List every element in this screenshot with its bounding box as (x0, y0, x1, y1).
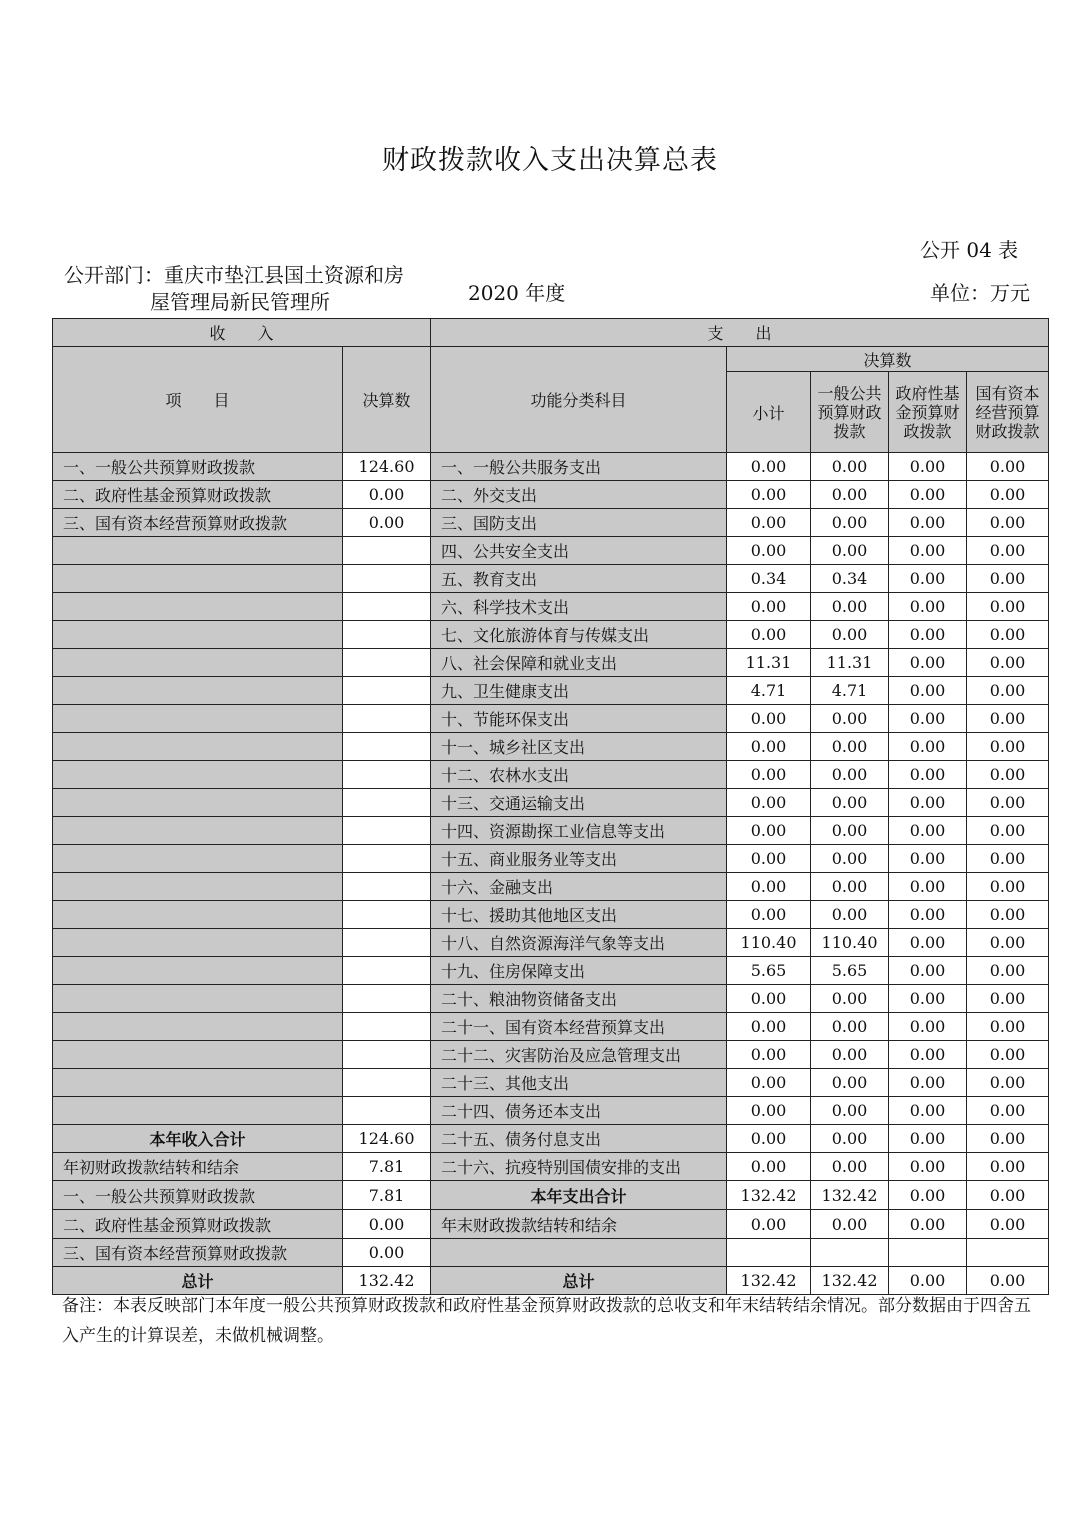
cell-inc (53, 985, 343, 1013)
cell-c: 0.00 (889, 593, 967, 621)
final-amount-header: 决算数 (343, 347, 431, 453)
cell-a: 0.00 (727, 593, 811, 621)
cell-b: 0.00 (811, 1013, 889, 1041)
table-row (53, 621, 1049, 649)
cell-exp: 九、卫生健康支出 (431, 677, 727, 705)
table-row (53, 985, 1049, 1013)
cell-a: 132.42 (727, 1267, 811, 1295)
cell-c: 0.00 (889, 565, 967, 593)
cell-a: 0.00 (727, 1041, 811, 1069)
cell-d: 0.00 (967, 845, 1049, 873)
cell-c: 0.00 (889, 677, 967, 705)
cell-inc (53, 537, 343, 565)
table-row (53, 537, 1049, 565)
cell-inc_v (343, 537, 431, 565)
cell-inc_v: 7.81 (343, 1181, 431, 1210)
cell-exp: 二、外交支出 (431, 481, 727, 509)
cell-inc_v (343, 621, 431, 649)
cell-d: 0.00 (967, 985, 1049, 1013)
cell-d: 0.00 (967, 929, 1049, 957)
cell-inc: 三、国有资本经营预算财政拨款 (53, 509, 343, 537)
cell-b: 0.34 (811, 565, 889, 593)
cell-exp: 年末财政拨款结转和结余 (431, 1210, 727, 1239)
cell-c: 0.00 (889, 649, 967, 677)
footnote: 备注：本表反映部门本年度一般公共预算财政拨款和政府性基金预算财政拨款的总收支和年末结转结余情况。部分数据由于四舍五入产生的计算误差，未做机械调整。 (62, 1296, 1031, 1346)
cell-c: 0.00 (889, 733, 967, 761)
cell-exp: 十七、援助其他地区支出 (431, 901, 727, 929)
cell-c: 0.00 (889, 1097, 967, 1125)
cell-a: 0.00 (727, 761, 811, 789)
cell-exp: 二十、粮油物资储备支出 (431, 985, 727, 1013)
table-row (53, 593, 1049, 621)
cell-inc: 三、国有资本经营预算财政拨款 (53, 1239, 343, 1267)
cell-b: 0.00 (811, 1125, 889, 1153)
cell-inc (53, 565, 343, 593)
cell-exp: 四、公共安全支出 (431, 537, 727, 565)
department-line-2: 屋管理局新民管理所 (150, 290, 330, 314)
cell-inc_v: 124.60 (343, 453, 431, 481)
cell-c: 0.00 (889, 621, 967, 649)
cell-a: 0.00 (727, 985, 811, 1013)
cell-inc (53, 929, 343, 957)
table-row (53, 565, 1049, 593)
cell-c: 0.00 (889, 1013, 967, 1041)
department (64, 262, 444, 316)
cell-inc (53, 1097, 343, 1125)
table-row (53, 1181, 1049, 1210)
cell-b: 0.00 (811, 593, 889, 621)
table-row (53, 817, 1049, 845)
cell-d: 0.00 (967, 1210, 1049, 1239)
cell-inc (53, 677, 343, 705)
cell-b: 0.00 (811, 789, 889, 817)
cell-b: 0.00 (811, 1041, 889, 1069)
cell-inc_v (343, 985, 431, 1013)
cell-inc: 一、一般公共预算财政拨款 (53, 453, 343, 481)
cell-inc_v: 0.00 (343, 1239, 431, 1267)
cell-a: 0.00 (727, 481, 811, 509)
cell-inc (53, 733, 343, 761)
cell-exp: 十二、农林水支出 (431, 761, 727, 789)
cell-d: 0.00 (967, 565, 1049, 593)
cell-d: 0.00 (967, 537, 1049, 565)
cell-a: 0.00 (727, 873, 811, 901)
cell-b: 0.00 (811, 985, 889, 1013)
cell-inc (53, 789, 343, 817)
cell-a: 0.00 (727, 733, 811, 761)
cell-c: 0.00 (889, 817, 967, 845)
cell-inc_v: 132.42 (343, 1267, 431, 1295)
cell-c: 0.00 (889, 901, 967, 929)
cell-d: 0.00 (967, 705, 1049, 733)
cell-b: 0.00 (811, 705, 889, 733)
cell-inc_v (343, 733, 431, 761)
general-budget-header: 一般公共预算财政拨款 (811, 372, 889, 453)
cell-a: 0.00 (727, 1210, 811, 1239)
cell-a: 11.31 (727, 649, 811, 677)
cell-exp: 一、一般公共服务支出 (431, 453, 727, 481)
cell-a: 132.42 (727, 1181, 811, 1210)
cell-exp: 总计 (431, 1267, 727, 1295)
cell-d: 0.00 (967, 1153, 1049, 1181)
item-header: 项 目 (53, 347, 343, 453)
cell-a: 0.34 (727, 565, 811, 593)
cell-a: 0.00 (727, 1097, 811, 1125)
cell-b: 0.00 (811, 901, 889, 929)
cell-a: 0.00 (727, 789, 811, 817)
cell-c: 0.00 (889, 789, 967, 817)
cell-inc (53, 1013, 343, 1041)
table-row (53, 1013, 1049, 1041)
cell-inc_v: 0.00 (343, 481, 431, 509)
cell-c: 0.00 (889, 1181, 967, 1210)
cell-d: 0.00 (967, 649, 1049, 677)
cell-d: 0.00 (967, 453, 1049, 481)
cell-inc (53, 593, 343, 621)
cell-d: 0.00 (967, 733, 1049, 761)
table-row (53, 453, 1049, 481)
income-header: 收 入 (53, 319, 431, 347)
cell-inc: 年初财政拨款结转和结余 (53, 1153, 343, 1181)
cell-a: 0.00 (727, 705, 811, 733)
cell-exp (431, 1239, 727, 1267)
cell-c: 0.00 (889, 537, 967, 565)
cell-b: 132.42 (811, 1267, 889, 1295)
cell-c: 0.00 (889, 1041, 967, 1069)
cell-inc (53, 649, 343, 677)
cell-d: 0.00 (967, 1125, 1049, 1153)
cell-a: 0.00 (727, 1013, 811, 1041)
cell-inc (53, 1069, 343, 1097)
cell-a: 0.00 (727, 453, 811, 481)
final-group-header: 决算数 (727, 347, 1049, 372)
cell-b: 0.00 (811, 873, 889, 901)
cell-inc_v (343, 845, 431, 873)
gov-fund-header: 政府性基金预算财政拨款 (889, 372, 967, 453)
cell-d: 0.00 (967, 873, 1049, 901)
cell-inc: 一、一般公共预算财政拨款 (53, 1181, 343, 1210)
cell-c: 0.00 (889, 929, 967, 957)
cell-inc_v (343, 705, 431, 733)
cell-inc_v (343, 677, 431, 705)
department-line-1: 公开部门：重庆市垫江县国土资源和房 (64, 263, 404, 287)
finance-table (52, 318, 1049, 1295)
cell-inc_v (343, 1069, 431, 1097)
cell-exp: 本年支出合计 (431, 1181, 727, 1210)
cell-a: 0.00 (727, 509, 811, 537)
table-row (53, 1153, 1049, 1181)
cell-a: 0.00 (727, 621, 811, 649)
cell-inc (53, 817, 343, 845)
cell-a: 0.00 (727, 537, 811, 565)
cell-a: 5.65 (727, 957, 811, 985)
cell-inc_v: 0.00 (343, 1210, 431, 1239)
cell-inc (53, 621, 343, 649)
cell-inc_v (343, 649, 431, 677)
cell-inc_v: 124.60 (343, 1125, 431, 1153)
table-row (53, 705, 1049, 733)
table-row (53, 761, 1049, 789)
cell-exp: 二十六、抗疫特别国债安排的支出 (431, 1153, 727, 1181)
cell-c: 0.00 (889, 1267, 967, 1295)
expense-header: 支 出 (431, 319, 1049, 347)
cell-exp: 十五、商业服务业等支出 (431, 845, 727, 873)
table-row (53, 845, 1049, 873)
cell-a: 0.00 (727, 1125, 811, 1153)
cell-c: 0.00 (889, 705, 967, 733)
cell-a: 110.40 (727, 929, 811, 957)
cell-c: 0.00 (889, 957, 967, 985)
cell-b: 4.71 (811, 677, 889, 705)
cell-exp: 十、节能环保支出 (431, 705, 727, 733)
cell-d: 0.00 (967, 789, 1049, 817)
cell-inc_v (343, 929, 431, 957)
cell-d (967, 1239, 1049, 1267)
cell-d: 0.00 (967, 761, 1049, 789)
cell-c: 0.00 (889, 761, 967, 789)
cell-b: 5.65 (811, 957, 889, 985)
state-capital-header: 国有资本经营预算财政拨款 (967, 372, 1049, 453)
cell-inc_v (343, 957, 431, 985)
table-row (53, 929, 1049, 957)
cell-inc_v (343, 761, 431, 789)
table-row (53, 789, 1049, 817)
cell-b: 0.00 (811, 537, 889, 565)
cell-c: 0.00 (889, 985, 967, 1013)
cell-b: 0.00 (811, 1153, 889, 1181)
cell-d: 0.00 (967, 1013, 1049, 1041)
cell-exp: 十八、自然资源海洋气象等支出 (431, 929, 727, 957)
cell-c: 0.00 (889, 845, 967, 873)
cell-c: 0.00 (889, 481, 967, 509)
cell-d: 0.00 (967, 509, 1049, 537)
cell-b: 110.40 (811, 929, 889, 957)
cell-c: 0.00 (889, 1069, 967, 1097)
cell-c: 0.00 (889, 873, 967, 901)
cell-exp: 二十三、其他支出 (431, 1069, 727, 1097)
cell-inc (53, 845, 343, 873)
cell-inc_v (343, 1013, 431, 1041)
table-row (53, 1097, 1049, 1125)
cell-inc_v (343, 1041, 431, 1069)
cell-c (889, 1239, 967, 1267)
cell-b: 0.00 (811, 1210, 889, 1239)
unit-label: 单位：万元 (930, 281, 1030, 305)
cell-a: 0.00 (727, 901, 811, 929)
cell-c: 0.00 (889, 1125, 967, 1153)
cell-inc_v (343, 789, 431, 817)
cell-d: 0.00 (967, 957, 1049, 985)
function-subject-header: 功能分类科目 (431, 347, 727, 453)
cell-inc_v: 0.00 (343, 509, 431, 537)
cell-a: 0.00 (727, 817, 811, 845)
cell-exp: 二十四、债务还本支出 (431, 1097, 727, 1125)
cell-exp: 七、文化旅游体育与传媒支出 (431, 621, 727, 649)
cell-inc_v (343, 1097, 431, 1125)
table-row (53, 1125, 1049, 1153)
table-row (53, 733, 1049, 761)
cell-inc (53, 705, 343, 733)
cell-d: 0.00 (967, 817, 1049, 845)
page-title: 财政拨款收入支出决算总表 (382, 145, 718, 176)
cell-d: 0.00 (967, 1097, 1049, 1125)
cell-inc_v (343, 817, 431, 845)
cell-exp: 十三、交通运输支出 (431, 789, 727, 817)
table-row (53, 649, 1049, 677)
cell-b: 0.00 (811, 761, 889, 789)
cell-exp: 五、教育支出 (431, 565, 727, 593)
cell-c: 0.00 (889, 1210, 967, 1239)
table-row (53, 1069, 1049, 1097)
cell-d: 0.00 (967, 1267, 1049, 1295)
cell-d: 0.00 (967, 1041, 1049, 1069)
table-row (53, 1210, 1049, 1239)
cell-d: 0.00 (967, 593, 1049, 621)
cell-inc_v (343, 593, 431, 621)
cell-inc_v (343, 901, 431, 929)
cell-b: 0.00 (811, 621, 889, 649)
cell-b: 0.00 (811, 509, 889, 537)
cell-inc: 二、政府性基金预算财政拨款 (53, 1210, 343, 1239)
cell-c: 0.00 (889, 453, 967, 481)
cell-inc (53, 957, 343, 985)
cell-exp: 二十二、灾害防治及应急管理支出 (431, 1041, 727, 1069)
table-row (53, 677, 1049, 705)
cell-b: 0.00 (811, 1069, 889, 1097)
cell-exp: 十九、住房保障支出 (431, 957, 727, 985)
cell-inc_v: 7.81 (343, 1153, 431, 1181)
cell-c: 0.00 (889, 509, 967, 537)
cell-b: 0.00 (811, 1097, 889, 1125)
table-row (53, 481, 1049, 509)
cell-exp: 六、科学技术支出 (431, 593, 727, 621)
cell-b: 0.00 (811, 481, 889, 509)
cell-d: 0.00 (967, 621, 1049, 649)
cell-exp: 二十五、债务付息支出 (431, 1125, 727, 1153)
cell-inc (53, 761, 343, 789)
cell-b: 0.00 (811, 817, 889, 845)
cell-inc: 二、政府性基金预算财政拨款 (53, 481, 343, 509)
cell-exp: 十六、金融支出 (431, 873, 727, 901)
cell-b (811, 1239, 889, 1267)
cell-d: 0.00 (967, 481, 1049, 509)
cell-inc (53, 873, 343, 901)
cell-exp: 二十一、国有资本经营预算支出 (431, 1013, 727, 1041)
table-row (53, 873, 1049, 901)
cell-exp: 八、社会保障和就业支出 (431, 649, 727, 677)
cell-inc (53, 1041, 343, 1069)
cell-inc_v (343, 873, 431, 901)
cell-exp: 三、国防支出 (431, 509, 727, 537)
cell-a: 0.00 (727, 1153, 811, 1181)
cell-a (727, 1239, 811, 1267)
cell-inc: 总计 (53, 1267, 343, 1295)
cell-b: 11.31 (811, 649, 889, 677)
cell-a: 4.71 (727, 677, 811, 705)
table-row (53, 1041, 1049, 1069)
cell-d: 0.00 (967, 901, 1049, 929)
cell-exp: 十四、资源勘探工业信息等支出 (431, 817, 727, 845)
cell-inc_v (343, 565, 431, 593)
cell-inc (53, 901, 343, 929)
cell-d: 0.00 (967, 1181, 1049, 1210)
cell-inc: 本年收入合计 (53, 1125, 343, 1153)
cell-exp: 十一、城乡社区支出 (431, 733, 727, 761)
cell-b: 132.42 (811, 1181, 889, 1210)
table-row (53, 901, 1049, 929)
table-row (53, 957, 1049, 985)
cell-a: 0.00 (727, 845, 811, 873)
cell-b: 0.00 (811, 453, 889, 481)
cell-a: 0.00 (727, 1069, 811, 1097)
cell-d: 0.00 (967, 677, 1049, 705)
cell-d: 0.00 (967, 1069, 1049, 1097)
table-row (53, 1239, 1049, 1267)
fiscal-year: 2020 年度 (468, 281, 566, 305)
table-number: 公开 04 表 (920, 238, 1019, 262)
subtotal-header: 小计 (727, 372, 811, 453)
cell-b: 0.00 (811, 733, 889, 761)
cell-c: 0.00 (889, 1153, 967, 1181)
cell-b: 0.00 (811, 845, 889, 873)
table-row (53, 509, 1049, 537)
